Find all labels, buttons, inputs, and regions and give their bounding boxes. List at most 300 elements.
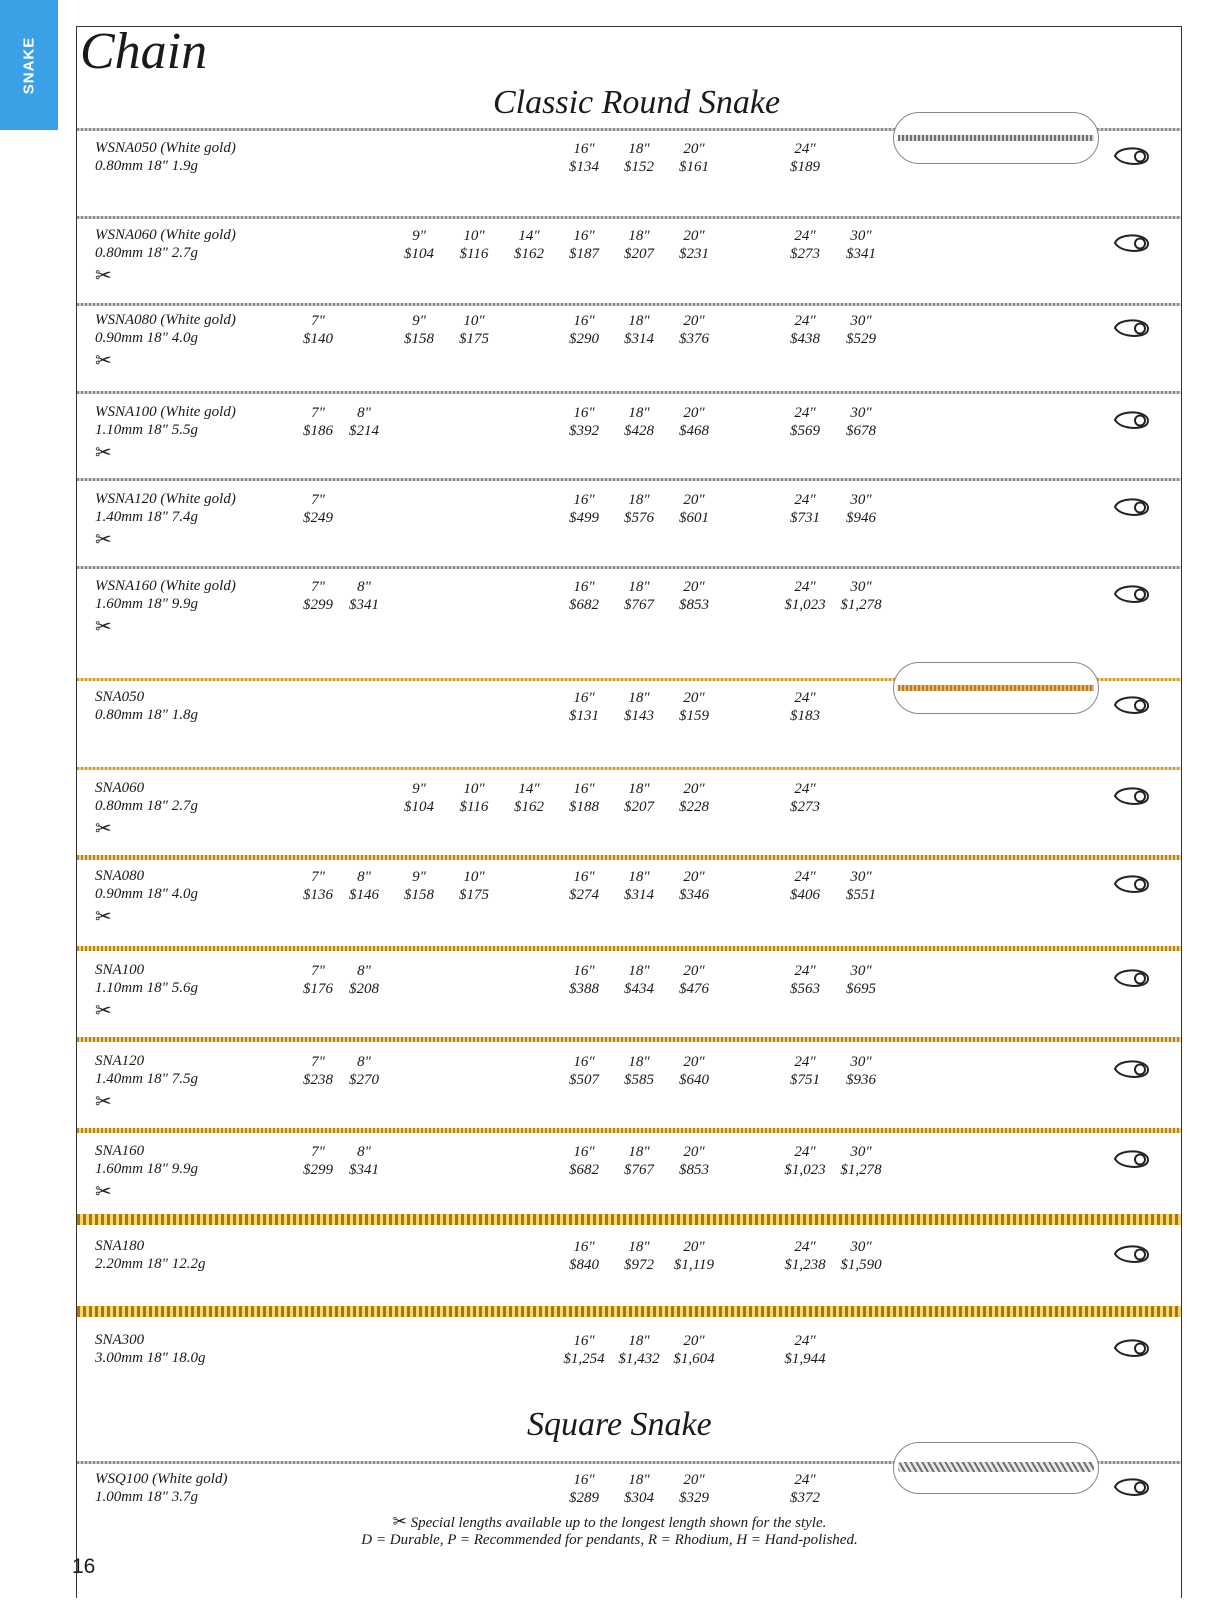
price-value: $341 — [846, 246, 876, 262]
length-label: 9" — [412, 228, 426, 244]
price-cell — [826, 1053, 896, 1089]
product-row — [0, 227, 1219, 287]
length-label: 7" — [311, 1144, 325, 1160]
price-value: $529 — [846, 331, 876, 347]
lobster-clasp-icon — [1112, 1242, 1152, 1266]
length-label: 20" — [683, 781, 705, 797]
lobster-clasp-icon — [1112, 144, 1152, 168]
price-value: $640 — [679, 1072, 709, 1088]
length-label: 16" — [573, 1239, 595, 1255]
price-value: $183 — [790, 708, 820, 724]
price-value: $270 — [349, 1072, 379, 1088]
product-spec: 3.00mm 18" 18.0g — [95, 1350, 206, 1366]
lobster-clasp-icon — [1112, 495, 1152, 519]
length-label: 10" — [463, 228, 485, 244]
product-sku: WSNA160 (White gold) — [95, 578, 236, 594]
product-spec: 0.80mm 18" 2.7g — [95, 798, 198, 814]
scissors-icon: ✂ — [95, 1179, 112, 1203]
lobster-clasp-icon — [1112, 231, 1152, 255]
price-value: $1,254 — [563, 1351, 605, 1367]
price-value: $428 — [624, 423, 654, 439]
product-sku: WSNA080 (White gold) — [95, 312, 236, 328]
length-label: 16" — [573, 1054, 595, 1070]
length-label: 8" — [357, 579, 371, 595]
length-label: 30" — [850, 1144, 872, 1160]
price-value: $273 — [790, 246, 820, 262]
product-row — [0, 404, 1219, 464]
price-value: $468 — [679, 423, 709, 439]
length-label: 18" — [628, 963, 650, 979]
length-label: 16" — [573, 405, 595, 421]
lobster-clasp-icon — [1112, 316, 1152, 340]
length-label: 20" — [683, 579, 705, 595]
length-label: 24" — [794, 1472, 816, 1488]
chain-divider — [77, 566, 1181, 569]
price-value: $134 — [569, 159, 599, 175]
lobster-clasp-icon — [1112, 1336, 1152, 1360]
price-cell — [659, 1238, 729, 1274]
length-label: 18" — [628, 1144, 650, 1160]
price-cell — [770, 1471, 840, 1507]
price-cell — [329, 578, 399, 614]
price-value: $341 — [349, 597, 379, 613]
length-label: 7" — [311, 1054, 325, 1070]
lobster-clasp-icon — [1112, 408, 1152, 432]
product-spec: 1.40mm 18" 7.5g — [95, 1071, 198, 1087]
chain-divider — [77, 1214, 1181, 1225]
product-spec: 0.80mm 18" 1.8g — [95, 707, 198, 723]
price-value: $207 — [624, 246, 654, 262]
price-value: $158 — [404, 331, 434, 347]
product-row — [0, 689, 1219, 749]
product-spec: 1.40mm 18" 7.4g — [95, 509, 198, 525]
length-label: 16" — [573, 963, 595, 979]
length-label: 20" — [683, 228, 705, 244]
length-label: 16" — [573, 579, 595, 595]
length-label: 10" — [463, 781, 485, 797]
price-value: $329 — [679, 1490, 709, 1506]
price-cell — [329, 404, 399, 440]
price-value: $228 — [679, 799, 709, 815]
length-label: 18" — [628, 579, 650, 595]
price-value: $104 — [404, 246, 434, 262]
lobster-clasp-icon — [1112, 784, 1152, 808]
price-value: $346 — [679, 887, 709, 903]
price-value: $563 — [790, 981, 820, 997]
scissors-icon: ✂ — [95, 527, 112, 551]
product-spec: 0.90mm 18" 4.0g — [95, 330, 198, 346]
product-sku: SNA300 — [95, 1332, 145, 1348]
price-value: $238 — [303, 1072, 333, 1088]
length-label: 20" — [683, 690, 705, 706]
price-value: $299 — [303, 1162, 333, 1178]
price-cell — [659, 578, 729, 614]
price-value: $186 — [303, 423, 333, 439]
product-sku: SNA120 — [95, 1053, 145, 1069]
price-cell — [659, 404, 729, 440]
length-label: 18" — [628, 1472, 650, 1488]
length-label: 7" — [311, 963, 325, 979]
lobster-clasp-icon — [1112, 1475, 1152, 1499]
price-value: $1,023 — [784, 597, 826, 613]
length-label: 8" — [357, 1144, 371, 1160]
product-sku: WSNA060 (White gold) — [95, 227, 236, 243]
length-label: 20" — [683, 1144, 705, 1160]
price-value: $314 — [624, 331, 654, 347]
product-spec: 1.00mm 18" 3.7g — [95, 1489, 198, 1505]
scissors-icon: ✂ — [95, 440, 112, 464]
price-value: $249 — [303, 510, 333, 526]
length-label: 30" — [850, 228, 872, 244]
footer-line-1: Special lengths available up to the longest length shown for the style. — [410, 1515, 827, 1531]
side-tab — [0, 0, 58, 130]
price-cell — [659, 312, 729, 348]
length-label: 7" — [311, 579, 325, 595]
price-value: $767 — [624, 597, 654, 613]
length-label: 20" — [683, 313, 705, 329]
length-label: 7" — [311, 405, 325, 421]
price-value: $274 — [569, 887, 599, 903]
length-label: 18" — [628, 1054, 650, 1070]
length-label: 14" — [518, 228, 540, 244]
price-cell — [439, 868, 509, 904]
length-label: 16" — [573, 1144, 595, 1160]
length-label: 10" — [463, 869, 485, 885]
length-label: 16" — [573, 781, 595, 797]
product-row — [0, 962, 1219, 1022]
price-value: $188 — [569, 799, 599, 815]
product-spec: 1.60mm 18" 9.9g — [95, 1161, 198, 1177]
price-value: $162 — [514, 246, 544, 262]
price-value: $140 — [303, 331, 333, 347]
length-label: 20" — [683, 869, 705, 885]
length-label: 18" — [628, 1333, 650, 1349]
length-label: 24" — [794, 690, 816, 706]
length-label: 30" — [850, 579, 872, 595]
lobster-clasp-icon — [1112, 872, 1152, 896]
price-value: $159 — [679, 708, 709, 724]
product-sku: SNA060 — [95, 780, 145, 796]
price-value: $104 — [404, 799, 434, 815]
length-label: 20" — [683, 141, 705, 157]
chain-divider — [77, 216, 1181, 219]
price-value: $853 — [679, 597, 709, 613]
price-value: $551 — [846, 887, 876, 903]
lobster-clasp-icon — [1112, 693, 1152, 717]
length-label: 18" — [628, 313, 650, 329]
product-sku: SNA180 — [95, 1238, 145, 1254]
length-label: 9" — [412, 781, 426, 797]
price-value: $161 — [679, 159, 709, 175]
length-label: 8" — [357, 869, 371, 885]
price-value: $214 — [349, 423, 379, 439]
product-spec: 0.80mm 18" 2.7g — [95, 245, 198, 261]
product-row — [0, 1053, 1219, 1113]
length-label: 24" — [794, 869, 816, 885]
length-label: 30" — [850, 1239, 872, 1255]
section-title-square: Square Snake — [527, 1406, 712, 1443]
price-value: $189 — [790, 159, 820, 175]
price-value: $175 — [459, 887, 489, 903]
length-label: 20" — [683, 405, 705, 421]
product-sku: WSNA050 (White gold) — [95, 140, 236, 156]
product-sku: WSNA120 (White gold) — [95, 491, 236, 507]
product-sku: SNA100 — [95, 962, 145, 978]
chain-divider — [77, 855, 1181, 860]
product-row — [0, 868, 1219, 928]
price-cell — [826, 1143, 896, 1179]
price-value: $576 — [624, 510, 654, 526]
length-label: 9" — [412, 313, 426, 329]
price-value: $273 — [790, 799, 820, 815]
side-tab-label: SNAKE — [20, 36, 38, 94]
length-label: 7" — [311, 492, 325, 508]
length-label: 9" — [412, 869, 426, 885]
price-value: $1,590 — [840, 1257, 882, 1273]
length-label: 30" — [850, 869, 872, 885]
price-value: $158 — [404, 887, 434, 903]
price-value: $569 — [790, 423, 820, 439]
length-label: 18" — [628, 781, 650, 797]
footer-note — [0, 1512, 1219, 1532]
product-spec: 2.20mm 18" 12.2g — [95, 1256, 206, 1272]
length-label: 16" — [573, 492, 595, 508]
length-label: 20" — [683, 492, 705, 508]
price-value: $695 — [846, 981, 876, 997]
price-value: $290 — [569, 331, 599, 347]
product-sku: WSQ100 (White gold) — [95, 1471, 228, 1487]
product-row — [0, 312, 1219, 372]
price-value: $152 — [624, 159, 654, 175]
price-cell — [826, 962, 896, 998]
length-label: 7" — [311, 313, 325, 329]
length-label: 18" — [628, 1239, 650, 1255]
price-cell — [329, 1053, 399, 1089]
price-value: $231 — [679, 246, 709, 262]
length-label: 24" — [794, 313, 816, 329]
price-cell — [826, 404, 896, 440]
product-sku: WSNA100 (White gold) — [95, 404, 236, 420]
price-value: $162 — [514, 799, 544, 815]
length-label: 10" — [463, 313, 485, 329]
price-value: $304 — [624, 1490, 654, 1506]
price-value: $1,119 — [673, 1257, 715, 1273]
price-cell — [659, 689, 729, 725]
price-cell — [770, 140, 840, 176]
scissors-icon: ✂ — [95, 263, 112, 287]
price-value: $438 — [790, 331, 820, 347]
length-label: 30" — [850, 405, 872, 421]
price-cell — [283, 491, 353, 527]
length-label: 20" — [683, 1054, 705, 1070]
price-cell — [826, 868, 896, 904]
price-cell — [659, 1332, 729, 1368]
length-label: 30" — [850, 492, 872, 508]
price-cell — [826, 1238, 896, 1274]
price-cell — [659, 962, 729, 998]
chain-divider — [77, 1306, 1181, 1317]
product-sku: SNA160 — [95, 1143, 145, 1159]
length-label: 24" — [794, 228, 816, 244]
price-cell — [659, 1143, 729, 1179]
length-label: 18" — [628, 405, 650, 421]
price-cell — [826, 227, 896, 263]
price-value: $767 — [624, 1162, 654, 1178]
price-value: $372 — [790, 1490, 820, 1506]
price-value: $678 — [846, 423, 876, 439]
price-cell — [659, 1471, 729, 1507]
price-cell — [283, 312, 353, 348]
price-cell — [659, 1053, 729, 1089]
price-value: $1,944 — [784, 1351, 826, 1367]
scissors-icon: ✂ — [95, 348, 112, 372]
section-title-classic: Classic Round Snake — [493, 84, 781, 121]
price-value: $1,278 — [840, 597, 882, 613]
price-cell — [659, 227, 729, 263]
price-value: $392 — [569, 423, 599, 439]
scissors-icon: ✂ — [95, 614, 112, 638]
product-row — [0, 1238, 1219, 1298]
price-cell — [770, 780, 840, 816]
length-label: 8" — [357, 405, 371, 421]
product-sku: SNA050 — [95, 689, 145, 705]
lobster-clasp-icon — [1112, 1057, 1152, 1081]
length-label: 24" — [794, 405, 816, 421]
length-label: 16" — [573, 690, 595, 706]
scissors-icon: ✂ — [95, 1089, 112, 1113]
scissors-icon: ✂ — [95, 904, 112, 928]
length-label: 24" — [794, 492, 816, 508]
lobster-clasp-icon — [1112, 1147, 1152, 1171]
length-label: 20" — [683, 1472, 705, 1488]
length-label: 16" — [573, 141, 595, 157]
price-cell — [659, 140, 729, 176]
price-value: $751 — [790, 1072, 820, 1088]
chain-divider — [77, 391, 1181, 394]
price-value: $207 — [624, 799, 654, 815]
price-cell — [826, 578, 896, 614]
product-spec: 1.60mm 18" 9.9g — [95, 596, 198, 612]
product-spec: 1.10mm 18" 5.5g — [95, 422, 198, 438]
chain-divider — [77, 303, 1181, 306]
product-sku: SNA080 — [95, 868, 145, 884]
price-cell — [439, 312, 509, 348]
price-value: $476 — [679, 981, 709, 997]
product-row — [0, 780, 1219, 840]
length-label: 18" — [628, 228, 650, 244]
lobster-clasp-icon — [1112, 582, 1152, 606]
length-label: 24" — [794, 1239, 816, 1255]
price-value: $299 — [303, 597, 333, 613]
price-value: $143 — [624, 708, 654, 724]
length-label: 16" — [573, 1472, 595, 1488]
price-value: $341 — [349, 1162, 379, 1178]
price-cell — [770, 1332, 840, 1368]
footer-legend: D = Durable, P = Recommended for pendants, R = Rhodium, H = Hand-polished. — [361, 1532, 858, 1548]
length-label: 30" — [850, 1054, 872, 1070]
price-value: $131 — [569, 708, 599, 724]
price-value: $116 — [459, 799, 489, 815]
length-label: 16" — [573, 313, 595, 329]
price-cell — [826, 312, 896, 348]
price-cell — [329, 962, 399, 998]
page-number: 16 — [72, 1555, 96, 1578]
length-label: 24" — [794, 963, 816, 979]
length-label: 24" — [794, 1333, 816, 1349]
price-cell — [659, 780, 729, 816]
price-value: $208 — [349, 981, 379, 997]
price-value: $499 — [569, 510, 599, 526]
scissors-icon: ✂ — [392, 1512, 407, 1532]
length-label: 24" — [794, 1054, 816, 1070]
price-value: $682 — [569, 1162, 599, 1178]
length-label: 7" — [311, 869, 325, 885]
price-value: $116 — [459, 246, 489, 262]
price-value: $314 — [624, 887, 654, 903]
length-label: 18" — [628, 690, 650, 706]
price-value: $507 — [569, 1072, 599, 1088]
product-spec: 0.80mm 18" 1.9g — [95, 158, 198, 174]
price-cell — [770, 689, 840, 725]
price-value: $289 — [569, 1490, 599, 1506]
price-value: $682 — [569, 597, 599, 613]
price-cell — [659, 868, 729, 904]
product-row — [0, 491, 1219, 551]
product-row — [0, 1332, 1219, 1392]
price-cell — [659, 491, 729, 527]
length-label: 20" — [683, 1333, 705, 1349]
length-label: 24" — [794, 781, 816, 797]
length-label: 30" — [850, 963, 872, 979]
price-cell — [329, 1143, 399, 1179]
length-label: 8" — [357, 963, 371, 979]
price-value: $731 — [790, 510, 820, 526]
chain-divider — [77, 946, 1181, 951]
product-spec: 0.90mm 18" 4.0g — [95, 886, 198, 902]
product-row — [0, 1143, 1219, 1203]
price-value: $1,432 — [618, 1351, 660, 1367]
product-row — [0, 140, 1219, 200]
price-value: $376 — [679, 331, 709, 347]
scissors-icon: ✂ — [95, 998, 112, 1022]
price-value: $136 — [303, 887, 333, 903]
chain-divider — [77, 1037, 1181, 1042]
price-value: $936 — [846, 1072, 876, 1088]
price-value: $176 — [303, 981, 333, 997]
price-value: $146 — [349, 887, 379, 903]
price-value: $601 — [679, 510, 709, 526]
price-value: $388 — [569, 981, 599, 997]
price-value: $175 — [459, 331, 489, 347]
price-value: $585 — [624, 1072, 654, 1088]
chain-divider — [77, 478, 1181, 481]
price-value: $946 — [846, 510, 876, 526]
length-label: 14" — [518, 781, 540, 797]
price-value: $1,023 — [784, 1162, 826, 1178]
length-label: 8" — [357, 1054, 371, 1070]
price-value: $406 — [790, 887, 820, 903]
price-value: $972 — [624, 1257, 654, 1273]
length-label: 16" — [573, 869, 595, 885]
length-label: 20" — [683, 1239, 705, 1255]
chain-divider — [77, 1128, 1181, 1133]
length-label: 20" — [683, 963, 705, 979]
length-label: 24" — [794, 141, 816, 157]
product-row — [0, 578, 1219, 638]
length-label: 18" — [628, 869, 650, 885]
price-cell — [826, 491, 896, 527]
lobster-clasp-icon — [1112, 966, 1152, 990]
